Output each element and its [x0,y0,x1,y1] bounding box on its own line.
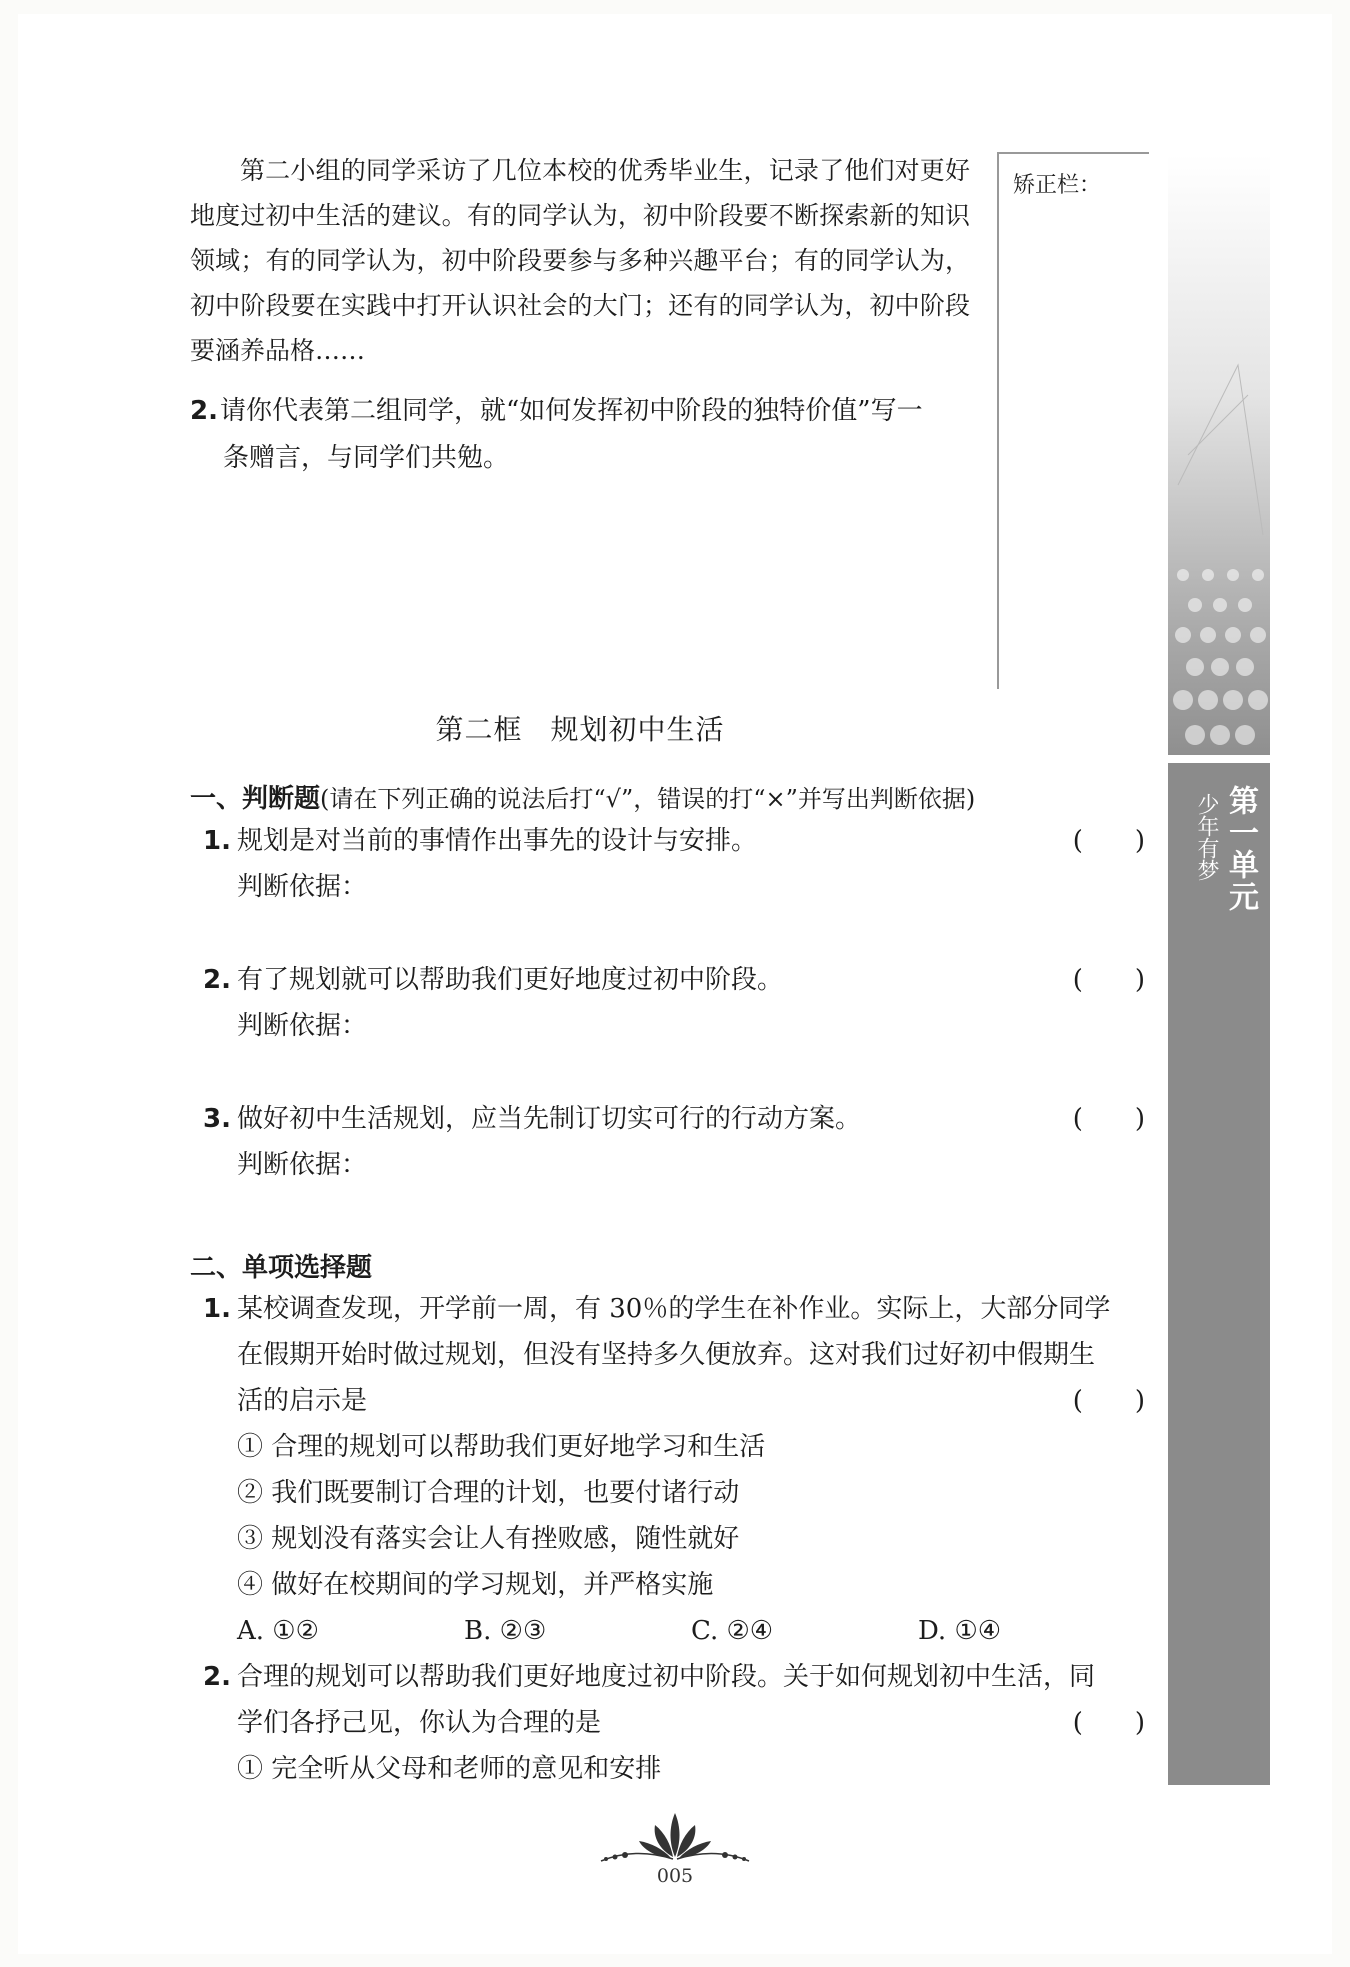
section-title-part2: 规划初中生活 [550,713,725,746]
page-number: 005 [656,1865,694,1887]
option-1: ① 完全听从父母和老师的意见和安排 [237,1754,662,1784]
correction-column [997,152,1149,689]
question-line1: 某校调查发现，开学前一周，有 30％的学生在补作业。实际上，大部分同学 [237,1294,1111,1324]
answer-bracket: ( ) [1072,1708,1145,1738]
part2-heading-text: 二、单项选择题 [190,1253,373,1283]
intro-paragraph: 第二小组的同学采访了几位本校的优秀毕业生，记录了他们对更好地度过初中生活的建议。有的同学认为，初中阶段要不断探索新的知识领域；有的同学认为，初中阶段要参与多种兴趣平台；有的同学认为，初中阶段要在实践中打开认识社会的大门；还有的同学认为，初中阶段要涵养品格…… [190,156,970,365]
item-text: 有了规划就可以帮助我们更好地度过初中阶段。 [237,965,784,995]
question-line2: 在假期开始时做过规划，但没有坚持多久便放弃。这对我们过好初中假期生 [237,1340,1096,1370]
side-tab-label [1168,763,1270,1785]
question-number: 2. [190,396,218,426]
correction-label: 矫正栏： [1013,173,1102,198]
option-2: ② 我们既要制订合理的计划，也要付诸行动 [237,1478,740,1508]
question-text-line2: 条赠言，与同学们共勉。 [223,443,510,473]
unit-title: 第一单元 [1223,785,1258,913]
answer-bracket: ( ) [1072,1386,1145,1416]
judgment-item-2 [203,957,1145,1049]
part1-instruction: (请在下列正确的说法后打“√”，错误的打“×”并写出判断依据) [320,785,976,813]
choice-question-2 [203,1654,1145,1792]
section-title-part1: 第二框 [435,713,523,746]
part1-heading [190,778,975,815]
choice-b: B. ②③ [464,1616,547,1646]
answer-bracket: ( ) [1072,965,1145,995]
basis-label: 判断依据： [237,1011,368,1041]
item-text: 规划是对当前的事情作出事先的设计与安排。 [237,826,758,856]
answer-bracket: ( ) [1072,826,1145,856]
question-line2: 学们各抒己见，你认为合理的是 [237,1708,602,1738]
unit-subtitle: 少年有梦 [1194,793,1219,881]
side-tab [1168,155,1270,1785]
question-line3: 活的启示是 [237,1386,368,1416]
choice-d: D. ①④ [918,1616,1002,1646]
answer-bracket: ( ) [1072,1104,1145,1134]
halftone-pattern [1168,155,1270,755]
leaf-ornament-icon [595,1805,755,1865]
item-number: 1. [203,1294,231,1324]
section-title [0,708,1160,748]
item-number: 1. [203,826,231,856]
part2-heading [190,1247,372,1284]
item-number: 2. [203,965,231,995]
part1-heading-text: 一、判断题 [190,784,321,814]
question-text-line1: 请你代表第二组同学，就“如何发挥初中阶段的独特价值”写一 [220,396,923,426]
choice-a: A. ①② [237,1616,319,1646]
item-number: 3. [203,1104,231,1134]
judgment-item-3 [203,1096,1145,1188]
item-number: 2. [203,1662,231,1692]
question-line1: 合理的规划可以帮助我们更好地度过初中阶段。关于如何规划初中生活，同 [237,1662,1096,1692]
basis-label: 判断依据： [237,1150,368,1180]
choice-c: C. ②④ [691,1616,774,1646]
question-2 [190,388,980,482]
answer-choices [203,1608,1145,1654]
item-text: 做好初中生活规划，应当先制订切实可行的行动方案。 [237,1104,862,1134]
side-tab-decoration [1168,155,1270,755]
option-4: ④ 做好在校期间的学习规划，并严格实施 [237,1570,714,1600]
option-3: ③ 规划没有落实会让人有挫败感，随性就好 [237,1524,740,1554]
option-1: ① 合理的规划可以帮助我们更好地学习和生活 [237,1432,766,1462]
judgment-item-1 [203,818,1145,910]
choice-question-1 [203,1286,1145,1654]
basis-label: 判断依据： [237,872,368,902]
